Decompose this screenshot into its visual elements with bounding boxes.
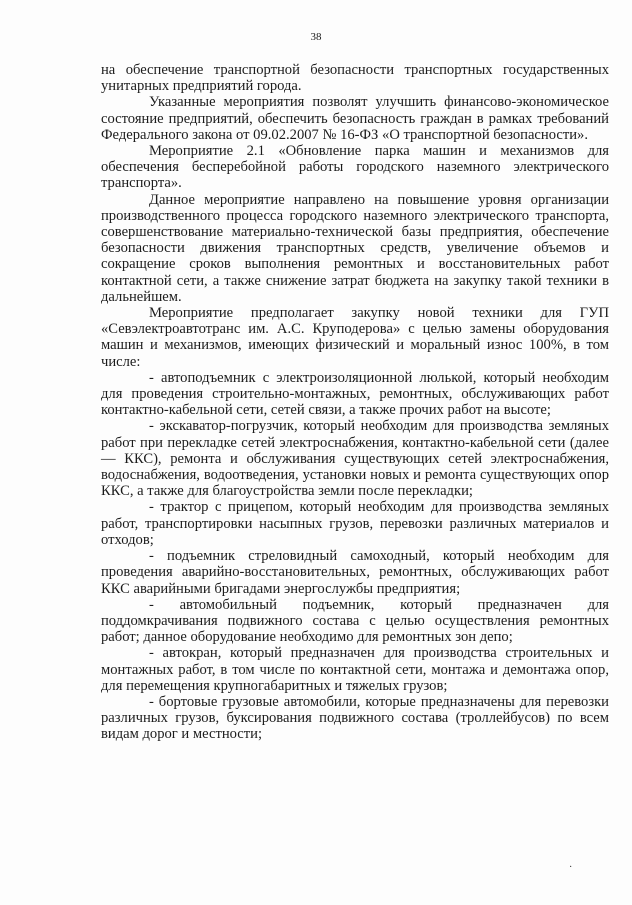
list-item: - автоподъемник с электроизоляционной люлькой, который необходим для проведения строительно-монтажных, ремонтных, обслуживающих работ контактно-кабельной сети, сетей связи, а также прочих работ на высоте; [101, 369, 609, 419]
body-text [101, 62, 609, 743]
page-number: 38 [310, 31, 322, 43]
paragraph: Мероприятие 2.1 «Обновление парка машин и механизмов для обеспечения бесперебойной работы городского наземного электрического транспорта». [101, 143, 609, 192]
paragraph: Мероприятие предполагает закупку новой техники для ГУП «Севэлектроавтотранс им. А.С. Круподерова» с целью замены оборудования машин и механизмов, имеющих физический и моральный износ 100%, в том числе: [101, 305, 609, 370]
paragraph: Указанные мероприятия позволят улучшить финансово-экономическое состояние предприятий, обеспечить безопасность граждан в рамках требований Федерального закона от 09.02.2007 № 16-ФЗ «О транспортной безопасности». [101, 94, 609, 143]
list-item: - автокран, который предназначен для производства строительных и монтажных работ, в том числе по контактной сети, монтажа и демонтажа опор, для перемещения крупногабаритных и тяжелых грузов; [101, 645, 609, 694]
paragraph: Данное мероприятие направлено на повышение уровня организации производственного процесса городского наземного электрического транспорта, совершенствование материально-технической базы предприятия, обеспечение безопасности движения транспортных средств, увеличение объемов и сокращение сроков выполнения ремонтных и восстановительных работ контактной сети, а также снижение затрат бюджета на закупку такой техники в дальнейшем. [101, 191, 609, 305]
list-item: - автомобильный подъемник, который предназначен для поддомкрачивания подвижного состава с целью осуществления ремонтных работ; данное оборудование необходимо для ремонтных зон депо; [101, 596, 609, 646]
scan-speck: · [569, 862, 573, 873]
list-item: - экскаватор-погрузчик, который необходим для производства земляных работ при перекладке сетей электроснабжения, контактно-кабельной сети (далее — ККС), ремонта и обслуживания существующих сетей электроснабжения, водоснабжения, водоотведения, установки новых и ремонта существующих опор ККС, а также для благоустройства земли после перекладки; [101, 418, 609, 500]
list-item: - бортовые грузовые автомобили, которые предназначены для перевозки различных грузов, буксирования подвижного состава (троллейбусов) по всем видам дорог и местности; [101, 693, 609, 743]
list-item: - подъемник стреловидный самоходный, который необходим для проведения аварийно-восстановительных, ремонтных, обслуживающих работ ККС аварийными бригадами энергослужбы предприятия; [101, 548, 609, 597]
list-item: - трактор с прицепом, который необходим для производства земляных работ, транспортировки насыпных грузов, перевозки различных материалов и отходов; [101, 499, 609, 548]
paragraph: на обеспечение транспортной безопасности транспортных государственных унитарных предприятий города. [101, 62, 609, 95]
